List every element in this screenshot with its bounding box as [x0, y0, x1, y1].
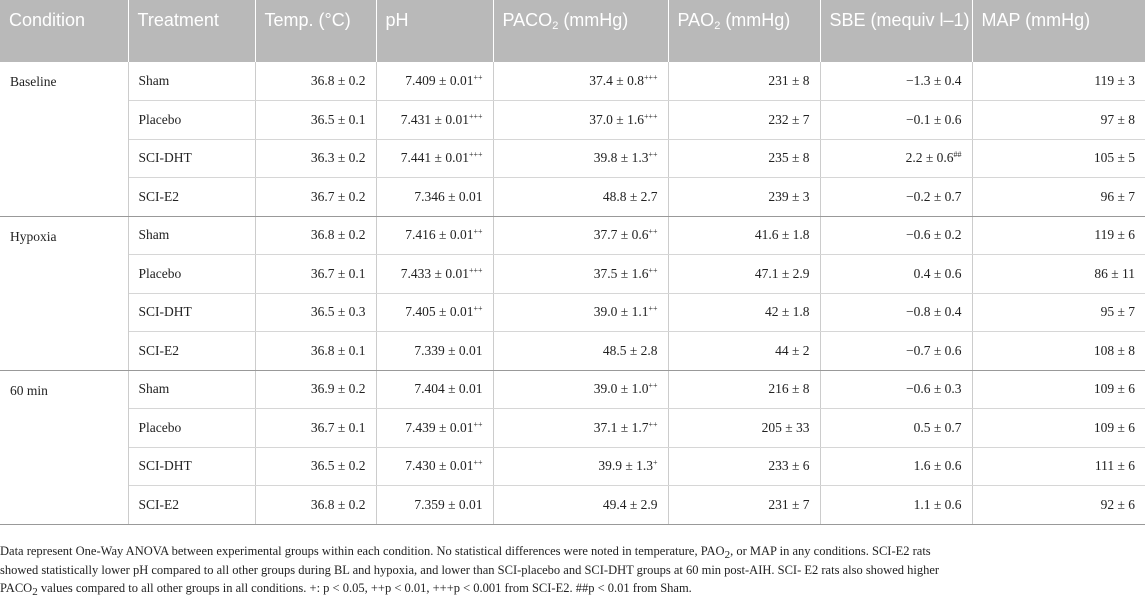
sbe-cell: 1.1 ± 0.6	[820, 486, 972, 525]
table-row	[0, 447, 1145, 486]
ph-cell: 7.416 ± 0.01++	[376, 216, 493, 255]
table-row	[0, 139, 1145, 178]
paco2-cell: 39.0 ± 1.0++	[493, 370, 668, 409]
map-cell: 119 ± 3	[972, 62, 1145, 101]
table-row	[0, 62, 1145, 101]
map-cell: 92 ± 6	[972, 486, 1145, 525]
paco2-cell: 37.0 ± 1.6+++	[493, 101, 668, 140]
significance-marker: +	[652, 458, 658, 468]
treatment-cell: Sham	[128, 370, 255, 409]
paco2-cell: 48.8 ± 2.7	[493, 178, 668, 217]
sbe-cell: 0.4 ± 0.6	[820, 255, 972, 294]
ph-cell: 7.409 ± 0.01++	[376, 62, 493, 101]
pao2-cell: 41.6 ± 1.8	[668, 216, 820, 255]
temp-cell: 36.7 ± 0.1	[255, 409, 376, 448]
temp-cell: 36.8 ± 0.2	[255, 216, 376, 255]
significance-marker: ++	[648, 381, 658, 391]
map-cell: 119 ± 6	[972, 216, 1145, 255]
table-row	[0, 216, 1145, 255]
significance-marker: ++	[473, 304, 483, 314]
table-row	[0, 255, 1145, 294]
ph-cell: 7.405 ± 0.01++	[376, 293, 493, 332]
paco2-cell: 37.1 ± 1.7++	[493, 409, 668, 448]
pao2-cell: 235 ± 8	[668, 139, 820, 178]
condition-cell: Hypoxia	[0, 216, 128, 370]
ph-cell: 7.431 ± 0.01+++	[376, 101, 493, 140]
temp-cell: 36.5 ± 0.1	[255, 101, 376, 140]
sbe-cell: −0.1 ± 0.6	[820, 101, 972, 140]
significance-marker: ++	[473, 419, 483, 429]
temp-cell: 36.8 ± 0.1	[255, 332, 376, 371]
table-body	[0, 62, 1145, 524]
sbe-cell: 1.6 ± 0.6	[820, 447, 972, 486]
ph-cell: 7.404 ± 0.01	[376, 370, 493, 409]
pao2-cell: 239 ± 3	[668, 178, 820, 217]
paco2-cell: 37.5 ± 1.6++	[493, 255, 668, 294]
pao2-cell: 232 ± 7	[668, 101, 820, 140]
table-header	[0, 0, 1145, 62]
column-header: MAP (mmHg)	[972, 0, 1145, 62]
pao2-cell: 44 ± 2	[668, 332, 820, 371]
paco2-cell: 37.4 ± 0.8+++	[493, 62, 668, 101]
significance-marker: ++	[473, 458, 483, 468]
map-cell: 111 ± 6	[972, 447, 1145, 486]
column-header: $PACO_2$ (mmHg)	[493, 0, 668, 62]
paco2-cell: 39.0 ± 1.1++	[493, 293, 668, 332]
ph-cell: 7.439 ± 0.01++	[376, 409, 493, 448]
treatment-cell: SCI-DHT	[128, 293, 255, 332]
ph-cell: 7.430 ± 0.01++	[376, 447, 493, 486]
map-cell: 105 ± 5	[972, 139, 1145, 178]
temp-cell: 36.8 ± 0.2	[255, 486, 376, 525]
treatment-cell: SCI-E2	[128, 332, 255, 371]
table-row	[0, 293, 1145, 332]
sbe-cell: 0.5 ± 0.7	[820, 409, 972, 448]
significance-marker: +++	[468, 265, 483, 275]
footnote-line: showed statistically lower pH compared to all other groups during BL and hypoxia, and lower than SCI-placebo and SCI-DHT groups at 60 min post-AIH. SCI- E2 rats also showed higher	[0, 562, 940, 577]
treatment-cell: SCI-DHT	[128, 139, 255, 178]
map-cell: 86 ± 11	[972, 255, 1145, 294]
column-header: Condition	[0, 0, 128, 62]
treatment-cell: Placebo	[128, 255, 255, 294]
treatment-cell: SCI-E2	[128, 486, 255, 525]
significance-marker: ##	[953, 150, 962, 160]
pao2-cell: 231 ± 7	[668, 486, 820, 525]
table-row	[0, 101, 1145, 140]
treatment-cell: Placebo	[128, 101, 255, 140]
ph-cell: 7.433 ± 0.01+++	[376, 255, 493, 294]
condition-cell: Baseline	[0, 62, 128, 216]
condition-cell: 60 min	[0, 370, 128, 524]
column-header: pH	[376, 0, 493, 62]
significance-marker: +++	[468, 150, 483, 160]
sbe-cell: −0.6 ± 0.2	[820, 216, 972, 255]
table-row	[0, 486, 1145, 525]
pao2-cell: 205 ± 33	[668, 409, 820, 448]
map-cell: 95 ± 7	[972, 293, 1145, 332]
ph-cell: 7.346 ± 0.01	[376, 178, 493, 217]
column-header: $PAO_2$ (mmHg)	[668, 0, 820, 62]
temp-cell: 36.3 ± 0.2	[255, 139, 376, 178]
temp-cell: 36.9 ± 0.2	[255, 370, 376, 409]
paco2-cell: 39.8 ± 1.3++	[493, 139, 668, 178]
significance-marker: ++	[648, 227, 658, 237]
significance-marker: +++	[643, 111, 658, 121]
paco2-cell: 37.7 ± 0.6++	[493, 216, 668, 255]
header-row	[0, 0, 1145, 62]
footnote-line: $PACO_2$ values compared to all other groups in all conditions. +: p < 0.05, ++p < 0.01, +++p < 0.001 from SCI-E2. ##p < 0.01 from Sham.	[0, 581, 692, 598]
ph-cell: 7.359 ± 0.01	[376, 486, 493, 525]
significance-marker: ++	[648, 304, 658, 314]
sbe-cell: −0.2 ± 0.7	[820, 178, 972, 217]
sbe-cell: −1.3 ± 0.4	[820, 62, 972, 101]
pao2-cell: 231 ± 8	[668, 62, 820, 101]
treatment-cell: SCI-E2	[128, 178, 255, 217]
significance-marker: ++	[473, 227, 483, 237]
treatment-cell: SCI-DHT	[128, 447, 255, 486]
ph-cell: 7.441 ± 0.01+++	[376, 139, 493, 178]
significance-marker: ++	[648, 265, 658, 275]
treatment-cell: Placebo	[128, 409, 255, 448]
sbe-cell: −0.6 ± 0.3	[820, 370, 972, 409]
pao2-cell: 47.1 ± 2.9	[668, 255, 820, 294]
map-cell: 97 ± 8	[972, 101, 1145, 140]
map-cell: 109 ± 6	[972, 409, 1145, 448]
footnote-line: Data represent One-Way ANOVA between experimental groups within each condition. No statistical differences were noted in temperature, $PAO_2$, or MAP in any conditions. SCI-E2 rats	[0, 544, 931, 561]
temp-cell: 36.8 ± 0.2	[255, 62, 376, 101]
treatment-cell: Sham	[128, 216, 255, 255]
temp-cell: 36.7 ± 0.2	[255, 178, 376, 217]
map-cell: 109 ± 6	[972, 370, 1145, 409]
paco2-cell: 49.4 ± 2.9	[493, 486, 668, 525]
column-header: SBE (mequiv l–1)	[820, 0, 972, 62]
significance-marker: ++	[648, 419, 658, 429]
table-row	[0, 178, 1145, 217]
column-header: Treatment	[128, 0, 255, 62]
pao2-cell: 42 ± 1.8	[668, 293, 820, 332]
table-row	[0, 409, 1145, 448]
temp-cell: 36.5 ± 0.3	[255, 293, 376, 332]
temp-cell: 36.7 ± 0.1	[255, 255, 376, 294]
sbe-cell: −0.7 ± 0.6	[820, 332, 972, 371]
column-header: Temp. (°C)	[255, 0, 376, 62]
significance-marker: ++	[648, 150, 658, 160]
paco2-cell: 39.9 ± 1.3+	[493, 447, 668, 486]
treatment-cell: Sham	[128, 62, 255, 101]
table-row	[0, 332, 1145, 371]
significance-marker: +++	[643, 73, 658, 82]
map-cell: 108 ± 8	[972, 332, 1145, 371]
temp-cell: 36.5 ± 0.2	[255, 447, 376, 486]
significance-marker: +++	[468, 111, 483, 121]
table-row	[0, 370, 1145, 409]
significance-marker: ++	[473, 73, 483, 82]
pao2-cell: 216 ± 8	[668, 370, 820, 409]
table-footnote	[0, 542, 1140, 598]
ph-cell: 7.339 ± 0.01	[376, 332, 493, 371]
paco2-cell: 48.5 ± 2.8	[493, 332, 668, 371]
sbe-cell: −0.8 ± 0.4	[820, 293, 972, 332]
pao2-cell: 233 ± 6	[668, 447, 820, 486]
sbe-cell: 2.2 ± 0.6##	[820, 139, 972, 178]
map-cell: 96 ± 7	[972, 178, 1145, 217]
